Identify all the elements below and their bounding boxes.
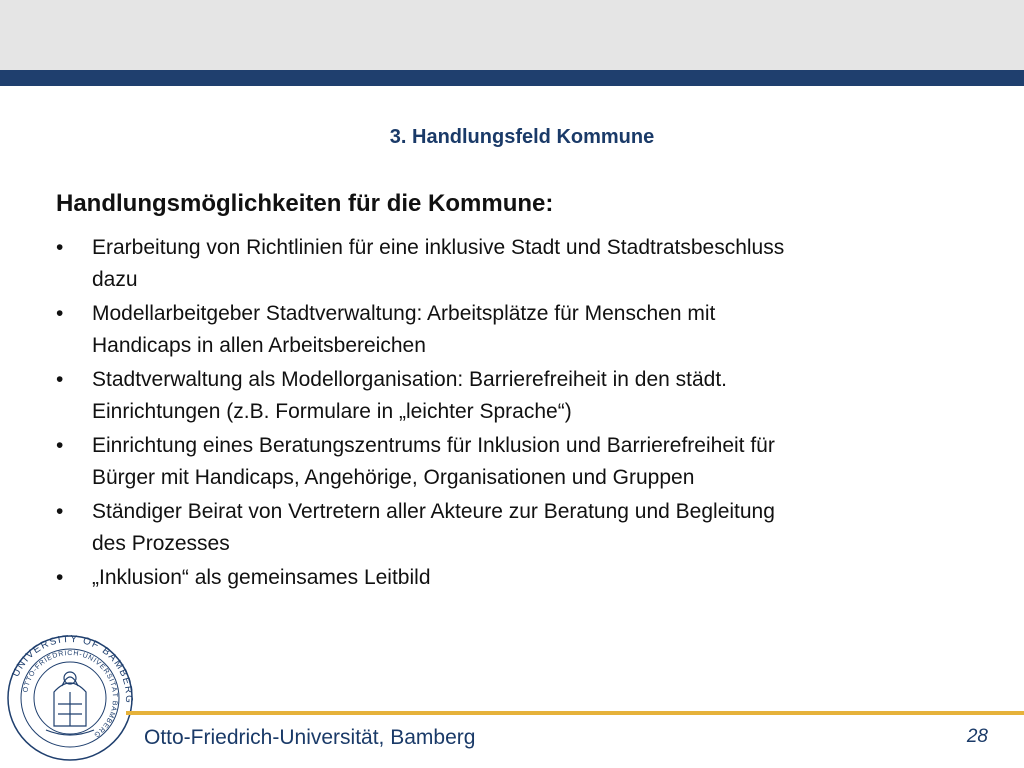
bullet-icon: •: [56, 566, 64, 589]
bullet-icon: •: [56, 302, 64, 325]
bullet-line: Ständiger Beirat von Vertretern aller Akteure zur Beratung und Begleitung: [92, 500, 775, 523]
bullet-item: [56, 496, 956, 560]
bullet-icon: •: [56, 368, 64, 391]
bullet-line: Bürger mit Handicaps, Angehörige, Organisationen und Gruppen: [92, 466, 695, 489]
bullet-line: Handicaps in allen Arbeitsbereichen: [92, 334, 426, 357]
bullet-line: Einrichtungen (z.B. Formulare in „leichter Sprache“): [92, 400, 572, 423]
bullet-list: [56, 232, 956, 596]
bullet-icon: •: [56, 434, 64, 457]
seal-inner-text: OTTO-FRIEDRICH-UNIVERSITÄT BAMBERG: [22, 649, 119, 739]
bullet-line: Modellarbeitgeber Stadtverwaltung: Arbeitsplätze für Menschen mit: [92, 302, 716, 325]
header-bar: [0, 70, 1024, 86]
bullet-item: [56, 562, 956, 594]
bullet-icon: •: [56, 236, 64, 259]
bullet-line: des Prozesses: [92, 532, 230, 555]
bullet-item: [56, 232, 956, 296]
bullet-item: [56, 430, 956, 494]
bullet-line: „Inklusion“ als gemeinsames Leitbild: [92, 566, 431, 589]
bullet-line: Stadtverwaltung als Modellorganisation: Barrierefreiheit in den städt.: [92, 368, 728, 391]
footer-divider: [126, 711, 1024, 715]
footer-university-name: Otto-Friedrich-Universität, Bamberg: [144, 726, 476, 749]
header-band: [0, 0, 1024, 70]
section-title: 3. Handlungsfeld Kommune: [389, 126, 655, 148]
slide-heading: Handlungsmöglichkeiten für die Kommune:: [56, 190, 554, 217]
bullet-item: [56, 364, 956, 428]
bullet-item: [56, 298, 956, 362]
page-number: 28: [966, 726, 988, 747]
bullet-line: Einrichtung eines Beratungszentrums für Inklusion und Barrierefreiheit für: [92, 434, 775, 457]
bullet-line: dazu: [92, 268, 138, 291]
university-seal-icon: [6, 634, 134, 762]
bullet-icon: •: [56, 500, 64, 523]
seal-outer-text: UNIVERSITY OF BAMBERG: [10, 634, 134, 705]
bullet-line: Erarbeitung von Richtlinien für eine inklusive Stadt und Stadtratsbeschluss: [92, 236, 785, 259]
